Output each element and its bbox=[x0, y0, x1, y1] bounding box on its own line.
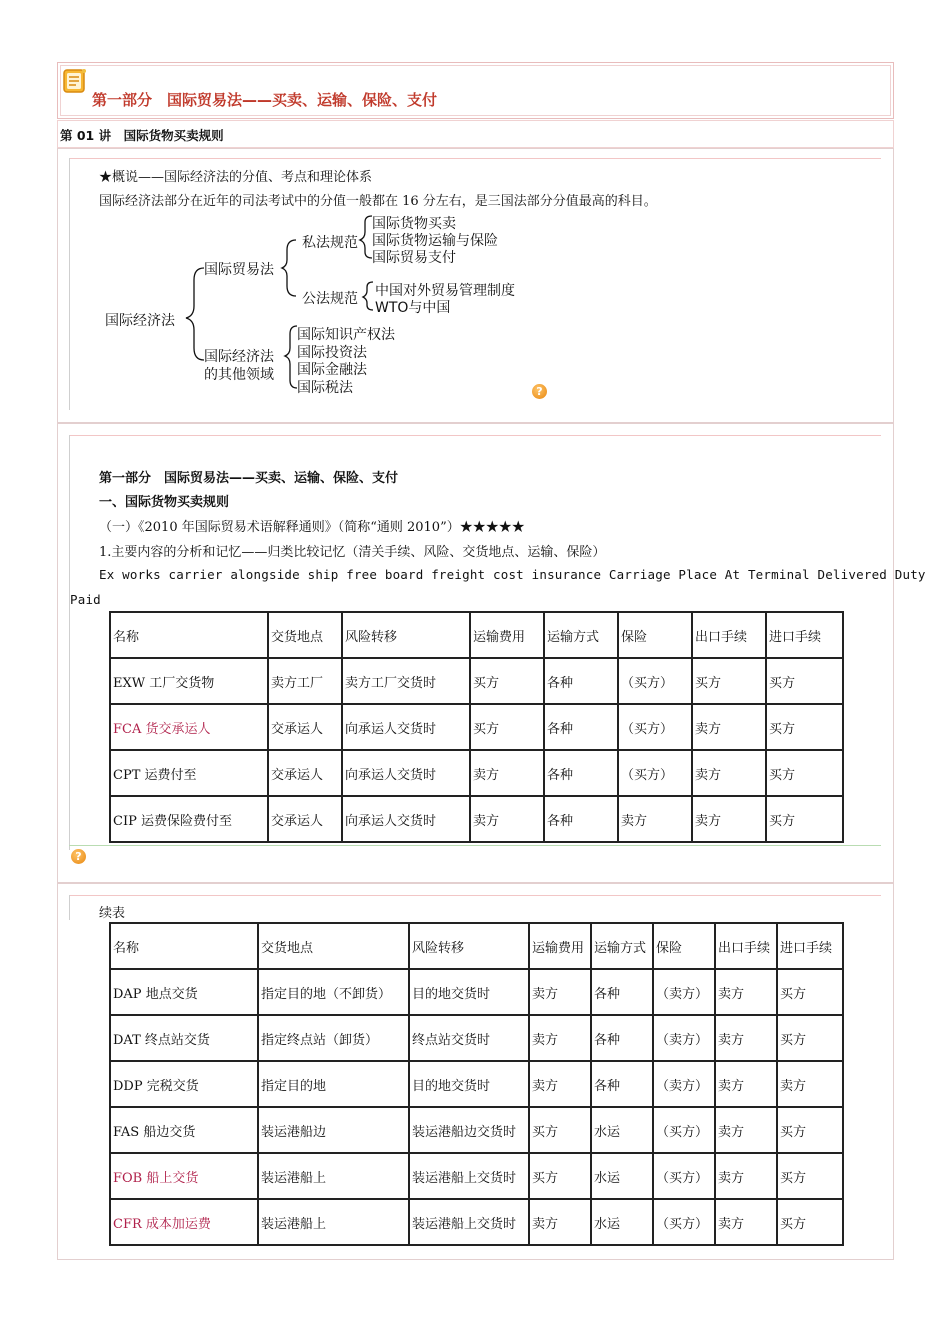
diagram-other-areas-1: 国际经济法 bbox=[204, 349, 274, 365]
page-title: 第一部分 国际贸易法——买卖、运输、保险、支付 bbox=[92, 91, 438, 109]
table-cell: 装运港船上 bbox=[258, 1153, 409, 1199]
diagram-other-areas-2: 的其他领域 bbox=[204, 367, 274, 383]
table-row bbox=[110, 969, 843, 1015]
table-cell: FAS 船边交货 bbox=[110, 1107, 258, 1153]
section1-top-rule bbox=[69, 158, 881, 159]
table-row bbox=[110, 1153, 843, 1199]
diagram-private-norms: 私法规范 bbox=[302, 235, 358, 251]
table-cell: 买方 bbox=[766, 704, 843, 750]
table-cell: 目的地交货时 bbox=[409, 969, 529, 1015]
table-cell: 买方 bbox=[777, 1199, 843, 1245]
table-cell: 买方 bbox=[766, 750, 843, 796]
table-cell: CPT 运费付至 bbox=[110, 750, 268, 796]
table-header-cell: 风险转移 bbox=[342, 612, 470, 658]
table-cell: 各种 bbox=[544, 796, 618, 842]
table-cell: （买方） bbox=[618, 704, 692, 750]
notepad-icon bbox=[63, 68, 87, 94]
section3-left-rule bbox=[69, 895, 70, 920]
table-cell: 向承运人交货时 bbox=[342, 796, 470, 842]
table-cell: CFR 成本加运费 bbox=[110, 1199, 258, 1245]
table-cell: 卖方 bbox=[715, 1199, 777, 1245]
table-cell: （买方） bbox=[618, 750, 692, 796]
diagram-public-norms: 公法规范 bbox=[302, 291, 358, 307]
table-cell: 装运港船上交货时 bbox=[409, 1153, 529, 1199]
section2-left-rule bbox=[69, 435, 70, 850]
section2-subtitle: 一、国际货物买卖规则 bbox=[99, 495, 230, 510]
table-header-cell: 运输费用 bbox=[470, 612, 544, 658]
table-cell: 卖方 bbox=[692, 704, 766, 750]
table-cell: 装运港船边 bbox=[258, 1107, 409, 1153]
table-cell: 交承运人 bbox=[268, 704, 342, 750]
table-cell: 买方 bbox=[529, 1107, 591, 1153]
table-cell: DAT 终点站交货 bbox=[110, 1015, 258, 1061]
table-cell: 各种 bbox=[544, 704, 618, 750]
table-header-cell: 进口手续 bbox=[766, 612, 843, 658]
table-header-cell: 出口手续 bbox=[692, 612, 766, 658]
table-cell: 卖方 bbox=[529, 1199, 591, 1245]
table-cell: 买方 bbox=[529, 1153, 591, 1199]
table-cell: 卖方 bbox=[715, 1015, 777, 1061]
table-cell: 卖方 bbox=[715, 1153, 777, 1199]
diagram-private-item: 国际货物买卖 bbox=[372, 216, 456, 232]
table-cell: 卖方工厂交货时 bbox=[342, 658, 470, 704]
table-cell: FCA 货交承运人 bbox=[110, 704, 268, 750]
table-cell: 水运 bbox=[591, 1199, 653, 1245]
diagram-trade-law: 国际贸易法 bbox=[204, 262, 274, 278]
table-cell: 卖方 bbox=[692, 796, 766, 842]
table-cell: 交承运人 bbox=[268, 750, 342, 796]
table-header-cell: 风险转移 bbox=[409, 923, 529, 969]
section2-top-rule bbox=[69, 435, 881, 436]
table-cell: 装运港船边交货时 bbox=[409, 1107, 529, 1153]
table-row bbox=[110, 704, 843, 750]
table-cell: 买方 bbox=[692, 658, 766, 704]
table-row bbox=[110, 1107, 843, 1153]
section2-bottom-rule bbox=[69, 845, 881, 846]
table-header-cell: 运输方式 bbox=[544, 612, 618, 658]
table-cell: （买方） bbox=[653, 1153, 715, 1199]
table-cell: 向承运人交货时 bbox=[342, 750, 470, 796]
table-header-cell: 运输费用 bbox=[529, 923, 591, 969]
table-cell: 各种 bbox=[591, 969, 653, 1015]
table-header-cell: 交货地点 bbox=[268, 612, 342, 658]
law-structure-diagram bbox=[100, 208, 540, 398]
table-cell: 卖方 bbox=[529, 1061, 591, 1107]
table-cell: FOB 船上交货 bbox=[110, 1153, 258, 1199]
table-row bbox=[110, 1015, 843, 1061]
english-terms-line1: Ex works carrier alongside ship free board freight cost insurance Carriage Place At Terminal Delivered Duty bbox=[99, 567, 926, 582]
table-cell: 卖方 bbox=[470, 750, 544, 796]
section1-left-rule bbox=[69, 158, 70, 410]
section3-top-rule bbox=[69, 895, 881, 896]
table-row bbox=[110, 1061, 843, 1107]
table-cell: 卖方 bbox=[470, 796, 544, 842]
table-row bbox=[110, 796, 843, 842]
overview-heading: ★概说——国际经济法的分值、考点和理论体系 bbox=[99, 170, 373, 185]
table-cell: 装运港船上 bbox=[258, 1199, 409, 1245]
table-cell: 各种 bbox=[591, 1015, 653, 1061]
table-cell: 指定目的地 bbox=[258, 1061, 409, 1107]
table-cell: 卖方 bbox=[692, 750, 766, 796]
table-cell: （买方） bbox=[653, 1107, 715, 1153]
table-header-cell: 运输方式 bbox=[591, 923, 653, 969]
table-header-row bbox=[110, 612, 843, 658]
diagram-private-item: 国际贸易支付 bbox=[372, 250, 456, 266]
point-1: 1.主要内容的分析和记忆——归类比较记忆（清关手续、风险、交货地点、运输、保险） bbox=[99, 545, 606, 560]
table-cell: 卖方工厂 bbox=[268, 658, 342, 704]
section2-part-title: 第一部分 国际贸易法——买卖、运输、保险、支付 bbox=[99, 471, 399, 486]
diagram-public-item: WTO与中国 bbox=[375, 300, 451, 316]
table-cell: 目的地交货时 bbox=[409, 1061, 529, 1107]
diagram-private-item: 国际货物运输与保险 bbox=[372, 233, 498, 249]
table-cell: 卖方 bbox=[715, 969, 777, 1015]
table-cell: 指定终点站（卸货） bbox=[258, 1015, 409, 1061]
table-cell: 卖方 bbox=[529, 969, 591, 1015]
table-row bbox=[110, 1199, 843, 1245]
table-cell: （卖方） bbox=[653, 969, 715, 1015]
table-cell: 各种 bbox=[591, 1061, 653, 1107]
table-cell: （买方） bbox=[618, 658, 692, 704]
table-cell: 各种 bbox=[544, 658, 618, 704]
overview-text: 国际经济法部分在近年的司法考试中的分值一般都在 16 分左右，是三国法部分分值最高的科目。 bbox=[99, 194, 657, 209]
table-cell: 各种 bbox=[544, 750, 618, 796]
table-cell: DAP 地点交货 bbox=[110, 969, 258, 1015]
diagram-other-item: 国际金融法 bbox=[297, 362, 367, 378]
help-icon[interactable]: ? bbox=[532, 384, 547, 399]
table-cell: 卖方 bbox=[618, 796, 692, 842]
table-header-cell: 名称 bbox=[110, 612, 268, 658]
table-cell: CIP 运费保险费付至 bbox=[110, 796, 268, 842]
table-header-cell: 保险 bbox=[618, 612, 692, 658]
table-header-cell: 出口手续 bbox=[715, 923, 777, 969]
table-header-cell: 保险 bbox=[653, 923, 715, 969]
incoterms-table-2 bbox=[109, 922, 844, 1246]
incoterms-table-1 bbox=[109, 611, 844, 843]
diagram-other-item: 国际税法 bbox=[297, 380, 353, 396]
table-cell: （卖方） bbox=[653, 1061, 715, 1107]
table-cell: EXW 工厂交货物 bbox=[110, 658, 268, 704]
table-cell: 终点站交货时 bbox=[409, 1015, 529, 1061]
english-terms-line2: Paid bbox=[70, 592, 101, 607]
table-cell: 买方 bbox=[777, 969, 843, 1015]
table-cell: 水运 bbox=[591, 1107, 653, 1153]
table-cell: 买方 bbox=[470, 704, 544, 750]
table-cell: 指定目的地（不卸货） bbox=[258, 969, 409, 1015]
table-cell: （卖方） bbox=[653, 1015, 715, 1061]
table-cell: 买方 bbox=[766, 796, 843, 842]
diagram-other-item: 国际投资法 bbox=[297, 345, 367, 361]
table-cell: 买方 bbox=[777, 1153, 843, 1199]
table-cell: 卖方 bbox=[715, 1061, 777, 1107]
table-cell: 卖方 bbox=[715, 1107, 777, 1153]
incoterms-line: （一）《2010 年国际贸易术语解释通则》（简称“通则 2010”）★★★★★ bbox=[99, 520, 525, 535]
table-cell: DDP 完税交货 bbox=[110, 1061, 258, 1107]
table-header-row bbox=[110, 923, 843, 969]
table-row bbox=[110, 658, 843, 704]
help-icon[interactable]: ? bbox=[71, 849, 86, 864]
table-cell: 买方 bbox=[777, 1107, 843, 1153]
table-cell: 卖方 bbox=[777, 1061, 843, 1107]
table-header-cell: 名称 bbox=[110, 923, 258, 969]
lecture-title: 第 01 讲 国际货物买卖规则 bbox=[60, 128, 224, 143]
table-cell: 交承运人 bbox=[268, 796, 342, 842]
table-row bbox=[110, 750, 843, 796]
continued-label: 续表 bbox=[99, 906, 126, 921]
table-cell: 买方 bbox=[777, 1015, 843, 1061]
table-cell: 卖方 bbox=[529, 1015, 591, 1061]
table-header-cell: 进口手续 bbox=[777, 923, 843, 969]
table-cell: 买方 bbox=[766, 658, 843, 704]
table-cell: 水运 bbox=[591, 1153, 653, 1199]
table-cell: 装运港船上交货时 bbox=[409, 1199, 529, 1245]
table-cell: （买方） bbox=[653, 1199, 715, 1245]
diagram-other-item: 国际知识产权法 bbox=[297, 327, 395, 343]
diagram-public-item: 中国对外贸易管理制度 bbox=[375, 283, 515, 299]
table-cell: 买方 bbox=[470, 658, 544, 704]
diagram-root: 国际经济法 bbox=[105, 313, 175, 329]
table-header-cell: 交货地点 bbox=[258, 923, 409, 969]
table-cell: 向承运人交货时 bbox=[342, 704, 470, 750]
